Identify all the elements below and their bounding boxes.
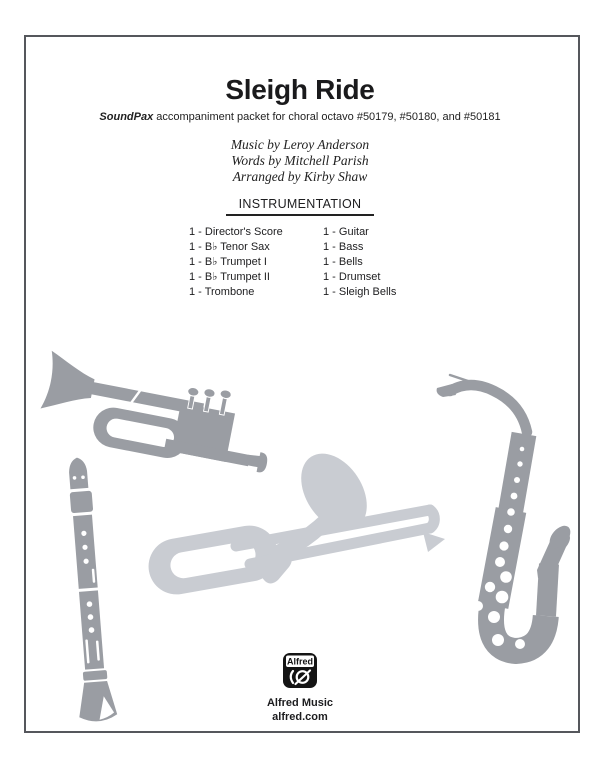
clarinet-icon: [59, 456, 118, 723]
credit-arranger: Arranged by Kirby Shaw: [232, 168, 368, 184]
soundpax-brand: SoundPax: [99, 111, 154, 123]
list-item: 1 - Director's Score: [189, 226, 283, 238]
instrumentation-list: [0, 225, 600, 300]
list-item: 1 - Bass: [323, 241, 364, 254]
credits: [0, 137, 600, 184]
instrumentation-heading: INSTRUMENTATION: [226, 197, 375, 216]
subtitle-text: accompaniment packet for choral octavo #50179, #50180, and #50181: [153, 111, 501, 123]
subtitle: [0, 111, 600, 123]
alfred-logo-icon: [282, 652, 318, 689]
publisher-website: alfred.com: [272, 711, 328, 723]
alfred-logo-word: Alfred: [286, 656, 314, 667]
list-item: 1 - Sleigh Bells: [323, 286, 397, 299]
instrumentation-left-column: [189, 225, 309, 300]
credit-music: Music by Leroy Anderson: [230, 137, 370, 152]
list-item: 1 - Bells: [323, 256, 363, 269]
list-item: 1 - Guitar: [323, 226, 369, 238]
list-item: 1 - B♭ Trumpet I: [189, 256, 267, 269]
instrumentation-heading-wrap: [0, 195, 600, 216]
trumpet-icon: [36, 351, 280, 477]
list-item: 1 - B♭ Trumpet II: [189, 271, 270, 284]
list-item: 1 - Drumset: [323, 271, 381, 284]
list-item: 1 - Trombone: [189, 286, 255, 299]
page-title: Sleigh Ride: [225, 74, 375, 105]
trombone-icon: [144, 442, 445, 599]
publisher-name: Alfred Music: [266, 697, 333, 709]
instrumentation-right-column: [323, 225, 411, 300]
list-item: 1 - B♭ Tenor Sax: [189, 241, 270, 254]
credit-words: Words by Mitchell Parish: [231, 152, 369, 168]
saxophone-icon: [437, 375, 575, 651]
